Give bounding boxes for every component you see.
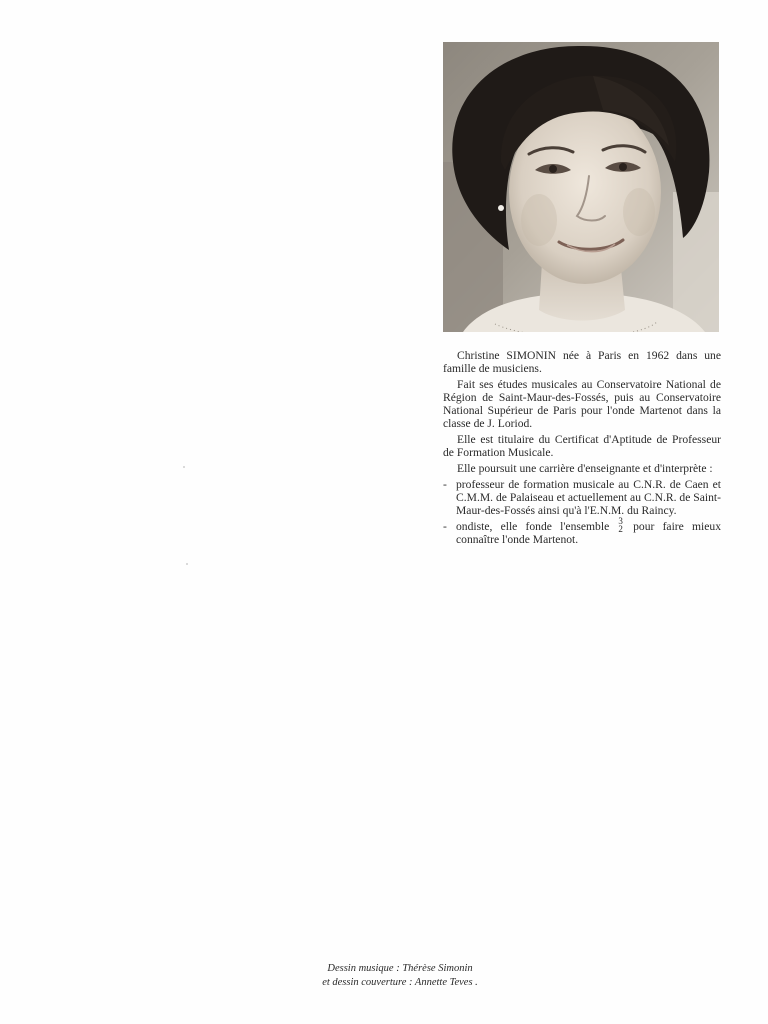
bio-paragraph-career: Elle poursuit une carrière d'enseignante et d'interprète :	[457, 462, 713, 475]
credit-cover-drawing: et dessin couverture : Annette Teves .	[322, 977, 478, 988]
list-dash: -	[443, 520, 447, 533]
bio-paragraph-certificate: Elle est titulaire du Certificat d'Aptitude de Professeur de Formation Musicale.	[443, 433, 721, 459]
fraction-denominator: 2	[618, 524, 623, 535]
list-item	[443, 478, 721, 517]
bio-paragraph-studies: Fait ses études musicales au Conservatoire National de Région de Saint-Maur-des-Fossés, puis au Conservatoire National Supérieur de Paris pour l'onde Martenot dans la classe de J. Loriod.	[443, 378, 721, 430]
list-item	[443, 516, 721, 547]
paper-speck	[186, 563, 188, 565]
ensemble-fraction	[618, 517, 623, 533]
career-item-ondiste-before: ondiste, elle fonde l'ensemble	[456, 520, 610, 533]
biography-text	[443, 349, 721, 549]
career-item-ondiste-after: pour faire mieux connaître l'onde Martenot.	[456, 520, 721, 547]
career-list	[443, 478, 721, 546]
credit-music-drawing: Dessin musique : Thérèse Simonin	[327, 963, 473, 974]
list-dash: -	[443, 478, 447, 491]
career-item-teaching: professeur de formation musicale au C.N.R. de Caen et C.M.M. de Palaiseau et actuellement au C.N.R. de Saint-Maur-des-Fossés ainsi qu'à l'E.N.M. du Raincy.	[456, 478, 721, 517]
fraction-numerator: 3	[618, 516, 623, 527]
bio-paragraph-birth: Christine SIMONIN née à Paris en 1962 dans une famille de musiciens.	[443, 349, 721, 375]
portrait-illustration	[443, 42, 719, 332]
credits	[250, 962, 550, 990]
paper-speck	[183, 466, 185, 468]
portrait-photo	[443, 42, 719, 332]
